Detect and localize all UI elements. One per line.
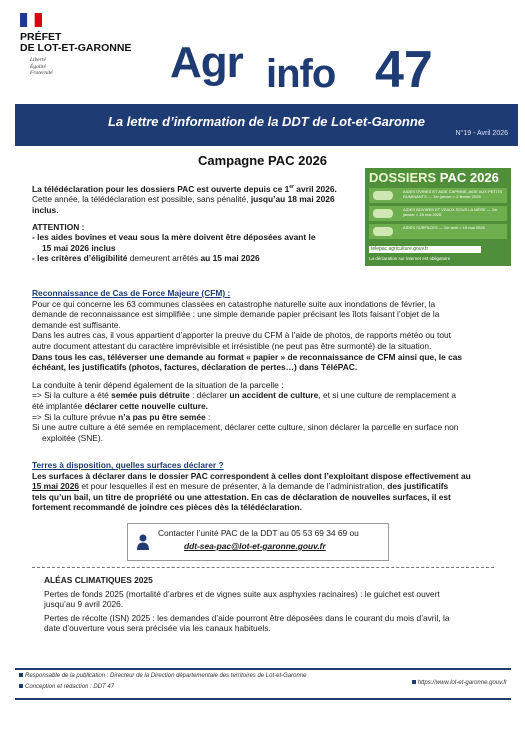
newsletter-banner: [15, 104, 518, 146]
cfm-section: Reconnaissance de Cas de Force Majeure (CFM) : Pour ce qui concerne les 63 communes classées en catastrophe naturelle suite aux inondations de février, la demande de reconnaissance est simplifiée : une simple demande papier précisant les îlots faisant l’objet de la demande est suffisante. Dans les autres cas, il vous appartient d’apporter la preuve du CFM à l’aide de photos, de rapports météo ou tout autre document attestant du caractère imprévisible et irrésistible (ne peut pas être surmonté) de la situation. Dans tous les cas, téléverser une demande au format « papier » de reconnaissance de CFM ainsi que, le cas échéant, les justificatifs (photos, factures, déclaration de pertes…) dans TéléPAC. La conduite à tenir dépend également de la situation de la parcelle : => Si la culture a été semée puis détruite : déclarer un accident de culture, et si une culture de remplacement a été implantée déclarer cette nouvelle culture. => Si la culture prévue n’a pas pu être semée : Si une autre culture a été semée en remplacement, déclarer cette culture, sinon déclarer la parcelle en surface non exploitée (SNE).: [32, 288, 502, 443]
footer-conception: Conception et rédaction : DDT 47: [19, 684, 114, 690]
issue-number: N°19 - Avril 2026: [455, 130, 508, 137]
dossiers-pac-calendar: [365, 168, 511, 266]
calendar-row-surfaces: AIDES SURFACES — 1er avril > 18 mai 2026: [369, 224, 507, 239]
dossiers-title: DOSSIERS PAC 2026: [369, 170, 499, 185]
sheep-icon: [373, 191, 393, 200]
calendar-row-bovins: AIDES BOVINES ET VEAUX SOUS LA MÈRE — 1er janvier > 15 mai 2026: [369, 206, 507, 221]
cattle-icon: [373, 209, 393, 218]
contact-box: [127, 523, 389, 561]
person-icon: [136, 534, 150, 550]
campaign-title: Campagne PAC 2026: [197, 153, 328, 168]
terres-section: Terres à disposition, quelles surfaces déclarer ? Les surfaces à déclarer dans le dossier PAC correspondent à celles dont l’exploitant dispose effectivement au 15 mai 2026 et pour lesquelles il est en mesure de présenter, à la demande de l’administration, des justificatifs tels qu’un bail, un titre de propriété ou une attestation. En cas de déclaration de nouvelles surfaces, il est fortement recommandé de joindre ces pièces dès la télédéclaration.: [32, 460, 502, 513]
banner-title: La lettre d’information de la DDT de Lot-et-Garonne: [107, 114, 426, 129]
terres-heading: Terres à disposition, quelles surfaces déclarer ?: [32, 460, 224, 470]
calendar-row-ovins: AIDES OVINES ET AIDE CAPRINE, AIDE AUX PETITS RUMINANTS — 1er janvier > 2 février 2026: [369, 188, 507, 203]
section-divider: [32, 567, 494, 568]
page-footer: [15, 668, 511, 700]
dossiers-note: La déclaration sur internet est obligatoire: [369, 256, 451, 261]
prefecture-name: PRÉFET DE LOT-ET-GARONNE: [20, 31, 132, 54]
aleas-heading: ALÉAS CLIMATIQUES 2025: [44, 575, 153, 585]
footer-website-link[interactable]: https://www.lot-et-garonne.gouv.fr: [412, 680, 507, 686]
contact-email-link[interactable]: ddt-sea-pac@lot-et-garonne.gouv.fr: [184, 541, 326, 551]
field-icon: [373, 227, 393, 236]
republic-flag-icon: [20, 13, 42, 27]
contact-text: Contacter l’unité PAC de la DDT au 05 53 69 34 69 ou: [158, 528, 359, 538]
intro-block: La télédéclaration pour les dossiers PAC est ouverte depuis ce 1er avril 2026. Cette année, la télédéclaration est possible, sans pénalité, jusqu’au 18 mai 2026 inclus. ATTENTION : - les aides bovines et veau sous la mère doivent être déposées avant le 15 mai 2026 inclus - les critères d’éligibilité demeurent arrêtés au 15 mai 2026: [32, 183, 337, 264]
footer-responsible: Responsable de la publication : Directeur de la Direction départementale des territoires de Lot-et-Garonne: [19, 673, 307, 679]
telepac-link[interactable]: telepac.agriculture.gouv.fr: [369, 246, 481, 253]
aleas-section: ALÉAS CLIMATIQUES 2025 Pertes de fonds 2025 (mortalité d’arbres et de vignes suite aux asphyxies racinaires) : le guichet est ouvert jusqu’au 9 avril 2026. Pertes de récolte (ISN) 2025 : les demandes d’aide pourront être déposées dans le courant du mois d’avril, la date d’ouverture vous sera précisée via les canaux habituels.: [44, 575, 499, 634]
republic-motto: Liberté Égalité Fraternité: [30, 57, 53, 76]
cfm-heading: Reconnaissance de Cas de Force Majeure (CFM) :: [32, 288, 231, 298]
